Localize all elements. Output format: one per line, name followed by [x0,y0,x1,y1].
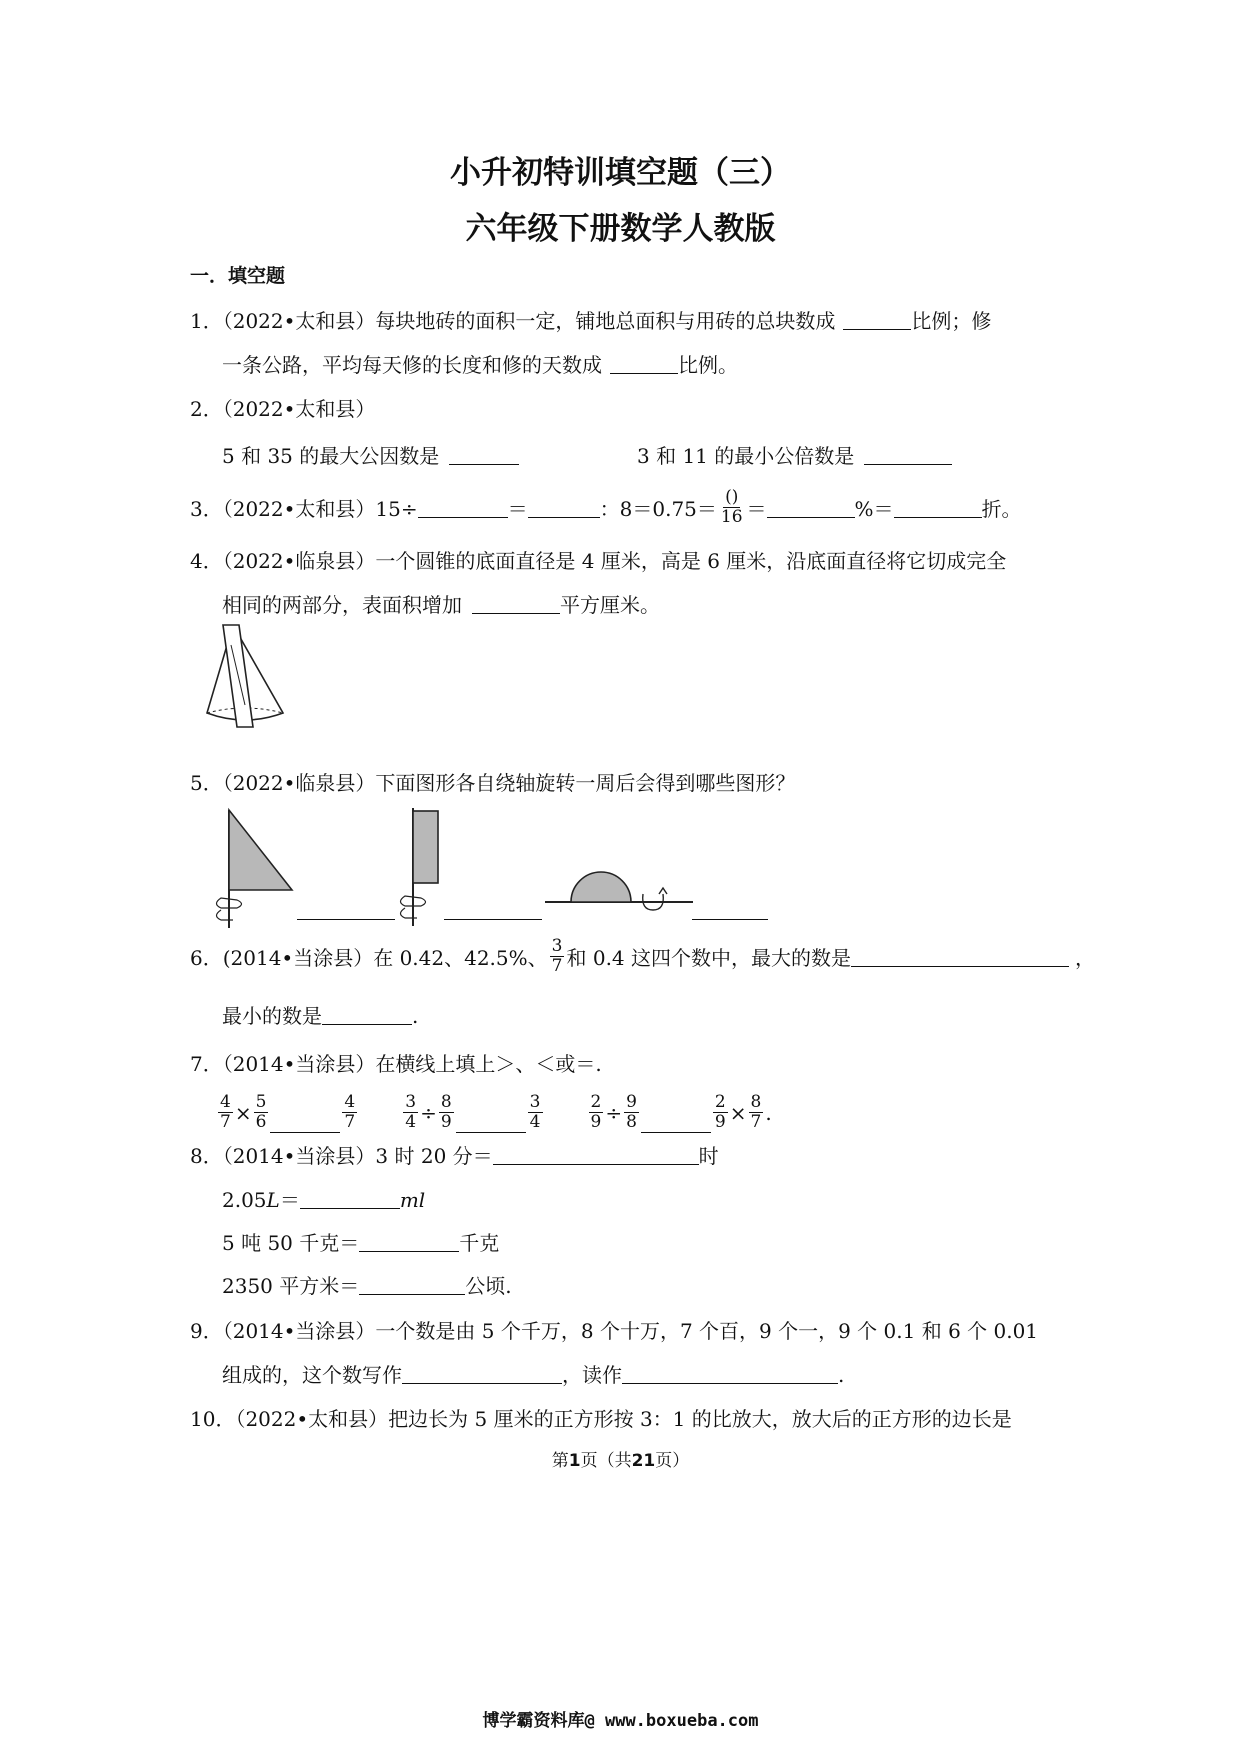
q5-text: 5．（2022•临泉县）下面图形各自绕轴旋转一周后会得到哪些图形？ [190,771,796,795]
q6-frac-den: 7 [551,956,563,976]
q7-e3-b: $\frac{9}{8}$ [626,1092,637,1132]
q4-blank[interactable] [472,593,560,614]
q6-frac-num: 3 [551,936,563,956]
q9-blank-1[interactable] [402,1363,562,1384]
q1-blank-1[interactable] [843,309,911,330]
q8-blank-2[interactable] [300,1188,400,1209]
q8-line2 [222,1184,425,1213]
q7-e2-r: $\frac{3}{4}$ [529,1092,541,1132]
q2-blank-2[interactable] [864,444,952,465]
q2-text-2: 3 和 11 的最小公倍数是 [637,444,855,468]
q3-text: 3．（2022•太和县）15÷ [190,497,418,521]
q4-line1: 4．（2022•临泉县）一个圆锥的底面直径是 4 厘米，高是 6 厘米，沿底面直径将它切成完全 [190,549,1007,573]
q2-text-1: 5 和 35 的最大公因数是 [222,444,440,468]
q9-line2 [222,1359,844,1388]
q7-blank-1[interactable] [270,1112,340,1133]
q3-blank-4[interactable] [894,497,982,518]
q2-part2 [637,440,952,469]
q8-text-1: 8．（2014•当涂县）3 时 20 分＝ [190,1144,493,1168]
q8-text-4: 2350 平方米＝ [222,1274,360,1298]
q7-e3-op2: × [729,1100,747,1125]
q4-line2 [222,589,660,618]
q8-text-2: 2.05 [222,1188,267,1212]
q1-text-2: 一条公路，平均每天修的长度和修的天数成 [222,353,602,377]
q7-e3-op: ÷ [605,1100,623,1125]
q7-blank-3[interactable] [641,1112,711,1133]
q3-fraction [719,488,745,527]
q3-frac-num[interactable]: () [725,487,739,507]
q7-e2-b: $\frac{8}{9}$ [440,1092,452,1132]
q1-text-2b: 比例。 [678,353,738,377]
q9-blank-2[interactable] [622,1363,838,1384]
q3-line [190,488,1022,527]
footer-page-number: 1 [568,1451,581,1471]
q6-text-a: 6．(2014•当涂县）在 0.42、42.5%、 [190,946,548,970]
q7-e3-r: $\frac{2}{9}$ [714,1092,726,1132]
q7-e2-op: ÷ [420,1100,437,1125]
cone-cut-figure [205,623,295,733]
q1-blank-2[interactable] [610,353,678,374]
q3-blank-2[interactable] [528,497,600,518]
q7-e1-b: $\frac{5}{6}$ [255,1092,267,1132]
q8-line3 [222,1227,499,1256]
q6-blank-1[interactable] [851,946,1069,967]
q7-e3-c: $\frac{8}{7}$ [750,1092,762,1132]
q8-eq-2: ＝ [279,1188,300,1212]
q6-blank-2[interactable] [322,1004,412,1025]
q8-text-3: 5 吨 50 千克＝ [222,1231,360,1255]
q7-e1-r: $\frac{4}{7}$ [344,1092,356,1132]
q6-text-b: 和 0.4 这四个数中，最大的数是 [566,946,852,970]
q6-text-2b: . [412,1004,419,1028]
q8-unit-4: 公顷. [465,1274,512,1298]
q2-part1 [222,440,519,469]
q1-line1 [190,305,991,334]
q3-frac-den: 16 [720,507,743,527]
q3-blank-3[interactable] [767,497,855,518]
section-heading: 一．填空题 [190,265,286,287]
q2-blank-1[interactable] [449,444,519,465]
q8-L: L [266,1188,280,1212]
q8-line4 [222,1270,512,1299]
q1-text: 1．（2022•太和县）每块地砖的面积一定，铺地总面积与用砖的总块数成 [190,309,836,333]
q1-line2 [222,349,738,378]
q3-colon: ：8＝0.75＝ [599,497,717,521]
q8-blank-1[interactable] [493,1144,699,1165]
q9-text-2: 组成的，这个数写作 [222,1363,402,1387]
q8-line1 [190,1140,719,1169]
q6-fraction [550,937,565,976]
q7-e3-end: . [765,1100,772,1125]
q1-text-b: 比例；修 [911,309,992,333]
q5-blank-3[interactable] [692,919,768,920]
q6-text-c: ， [1075,946,1096,970]
q3-eq1: ＝ [507,497,528,521]
q6-line1 [190,937,1095,976]
q2-head: 2．（2022•太和县） [190,397,376,421]
page-footer: 第1页（共21页） [551,1451,690,1471]
q3-pct: %＝ [854,497,894,521]
q3-zhe: 折。 [981,497,1022,521]
q8-unit-3: 千克 [459,1231,500,1255]
rectangle-rotation-figure [380,808,440,928]
q8-unit-1: 时 [698,1144,719,1168]
q7-e2-a: $\frac{3}{4}$ [405,1092,417,1132]
q7-e1-a: $\frac{4}{7}$ [220,1092,231,1132]
q7-text: 7．（2014•当涂县）在横线上填上＞、＜或＝. [190,1052,602,1076]
q6-line2 [222,1000,418,1029]
q9-text-2b: ，读作 [562,1363,622,1387]
q8-unit-2: ml [399,1188,426,1212]
q4-text-2: 相同的两部分，表面积增加 [222,593,462,617]
q3-blank-1[interactable] [418,497,508,518]
q5-blank-1[interactable] [297,919,395,920]
q5-blank-2[interactable] [444,919,542,920]
q8-blank-4[interactable] [359,1274,465,1295]
triangle-rotation-figure [190,810,300,930]
semicircle-rotation-figure [545,870,695,930]
q7-e3-a: $\frac{2}{9}$ [590,1092,602,1132]
q7-e1-op: × [234,1100,252,1125]
watermark: 博学霸资料库@ www.boxueba.com [482,1711,759,1731]
footer-total-pages: 21 [631,1451,656,1471]
page-title: 小升初特训填空题（三） [450,155,791,191]
q7-expressions [216,1092,772,1133]
q10-line1: 10．（2022•太和县）把边长为 5 厘米的正方形按 3：1 的比放大，放大后的正方形的边长是 [190,1407,1012,1431]
page-subtitle: 六年级下册数学人教版 [465,211,776,247]
q9-line1: 9．（2014•当涂县）一个数是由 5 个千万，8 个十万，7 个百，9 个一，9 个 0.1 和 6 个 0.01 [190,1319,1039,1343]
q3-eq2: ＝ [746,497,767,521]
q9-text-2c: . [838,1363,845,1387]
q7-blank-2[interactable] [456,1112,526,1133]
q4-text-2b: 平方厘米。 [560,593,660,617]
q8-blank-3[interactable] [359,1231,459,1252]
q6-text-2: 最小的数是 [222,1004,322,1028]
